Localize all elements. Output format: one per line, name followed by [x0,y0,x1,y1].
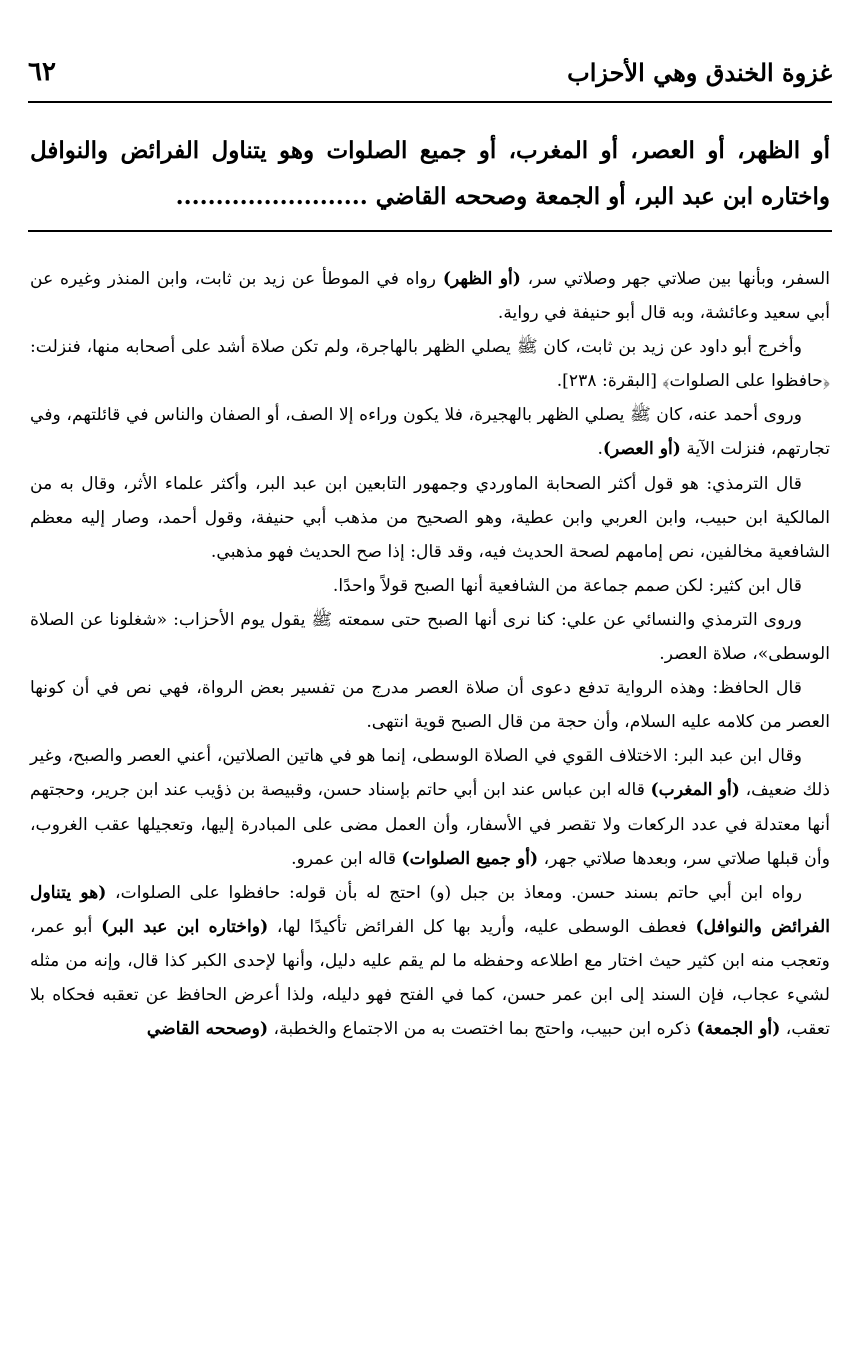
commentary-paragraph [30,467,830,569]
running-title: غزوة الخندق وهي الأحزاب [567,57,832,87]
commentary-paragraph [30,876,830,1046]
bold-quote: (أو المغرب) [650,780,740,801]
bold-quote: (أو الجمعة) [696,1019,781,1040]
text-run: . [597,439,603,460]
commentary-paragraph [30,739,830,875]
bold-quote: (وصححه القاضي [146,1019,269,1040]
commentary-paragraph [30,398,830,466]
text-run: أبو عمر، وتعجب منه ابن كثير حيث اختار مع اطلاعه وحفظه ما لم يقم عليه دليل، وأنها لإحدى الكبر كذا قال، وإنه من مثله لشيء عجاب، فإن السند إلى ابن عمر حسن، كما في الفتح فهو دليله، ولذا أعرض الحافظ عن تعقبه فحكاه بلا تعقب، [30,916,830,1040]
text-run: قال ابن كثير: لكن صمم جماعة من الشافعية أنها الصبح قولاً واحدًا. [332,575,802,596]
bold-quote: (هو يتناول الفرائض والنوافل) [30,882,830,937]
text-run: قال الترمذي: هو قول أكثر الصحابة الماوردي وجمهور التابعين ابن عبد البر، وأكثر علماء الأثر، وقال به من المالكية ابن حبيب، وابن العربي وابن عطية، وهو الصحيح من مذهب أبي حنيفة، وقول أحمد، وصار إليه معظم الشافعية مخالفين، نص إمامهم لصحة الحديث فيه، وقد قال: إذا صح الحديث فهو مذهبي. [30,473,830,562]
bold-quote: (أو الظهر) [442,269,521,289]
header-rule [28,101,832,103]
text-run: وقال ابن عبد البر: الاختلاف القوي في الصلاة الوسطى، إنما هو في هاتين الصلاتين، أعني العصر والصبح، وغير ذلك ضعيف، [30,746,831,801]
text-run: وروى أحمد عنه، كان ﷺ يصلي الظهر بالهجيرة، فلا يكون وراءه إلا الصف، أو الصفان والناس في قائلتهم، وفي تجارتهم، فنزلت الآية [30,405,830,460]
text-run: فعطف الوسطى عليه، وأريد بها كل الفرائض تأكيدًا لها، [268,916,696,937]
bold-quote: (واختاره ابن عبد البر) [101,916,269,937]
commentary-paragraph [30,330,830,398]
text-run: رواه في الموطأ عن زيد بن ثابت، وابن المنذر وغيره عن أبي سعيد وعائشة، وبه قال أبو حنيفة في رواية. [30,269,830,324]
text-run: السفر، وبأنها بين صلاتي جهر وصلاتي سر، [520,269,831,289]
commentary-paragraph [30,569,830,603]
page-number: ٦٢ [28,57,56,87]
text-run: رواه ابن أبي حاتم بسند حسن. ومعاذ بن جبل (و) احتج له بأن قوله: حافظوا على الصلوات، [106,882,802,903]
bold-quote: (أو العصر) [602,439,681,460]
text-run: وروى الترمذي والنسائي عن علي: كنا نرى أنها الصبح حتى سمعته ﷺ يقول يوم الأحزاب: «شغلونا عن الصلاة الوسطى»، صلاة العصر. [30,609,830,665]
bold-quote: (أو جميع الصلوات) [401,848,539,869]
text-run: قاله ابن عباس عند ابن أبي حاتم بإسناد حسن، وقبيصة بن ذؤيب عند ابن جرير، وحجتهم أنها معتدلة في عدد الركعات ولا تقصر في الأسفار، وأن العمل مضى على المبادرة إليها، وتعجيلها عقب الغروب، وأن قبلها صلاتي سر، وبعدها صلاتي جهر، [30,780,830,869]
commentary-divider [28,230,832,232]
commentary-text [30,262,830,1046]
text-run: قاله ابن عمرو. [291,848,402,869]
commentary-paragraph [30,262,830,330]
main-text: أو الظهر، أو العصر، أو المغرب، أو جميع الصلوات وهو يتناول الفرائض والنوافل واختاره ابن عبد البر، أو الجمعة وصححه القاضي ........................ [30,137,830,210]
commentary-paragraph [30,671,830,739]
text-run: ذكره ابن حبيب، واحتج بما اختصت به من الاجتماع والخطبة، [268,1019,697,1040]
page-header [28,50,832,94]
text-run: وأخرج أبو داود عن زيد بن ثابت، كان ﷺ يصلي الظهر بالهاجرة، ولم تكن صلاة أشد على أصحابه منها، فنزلت: ﴿حافظوا على الصلوات﴾ [البقرة: ٢٣٨]. [30,337,830,392]
commentary-paragraph [30,603,830,671]
text-run: قال الحافظ: وهذه الرواية تدفع دعوى أن صلاة العصر مدرج من تفسير بعض الرواة، فهي نص في أن كونها العصر من كلامه عليه السلام، وأن حجة من قال الصبح قوية انتهى. [30,678,830,733]
